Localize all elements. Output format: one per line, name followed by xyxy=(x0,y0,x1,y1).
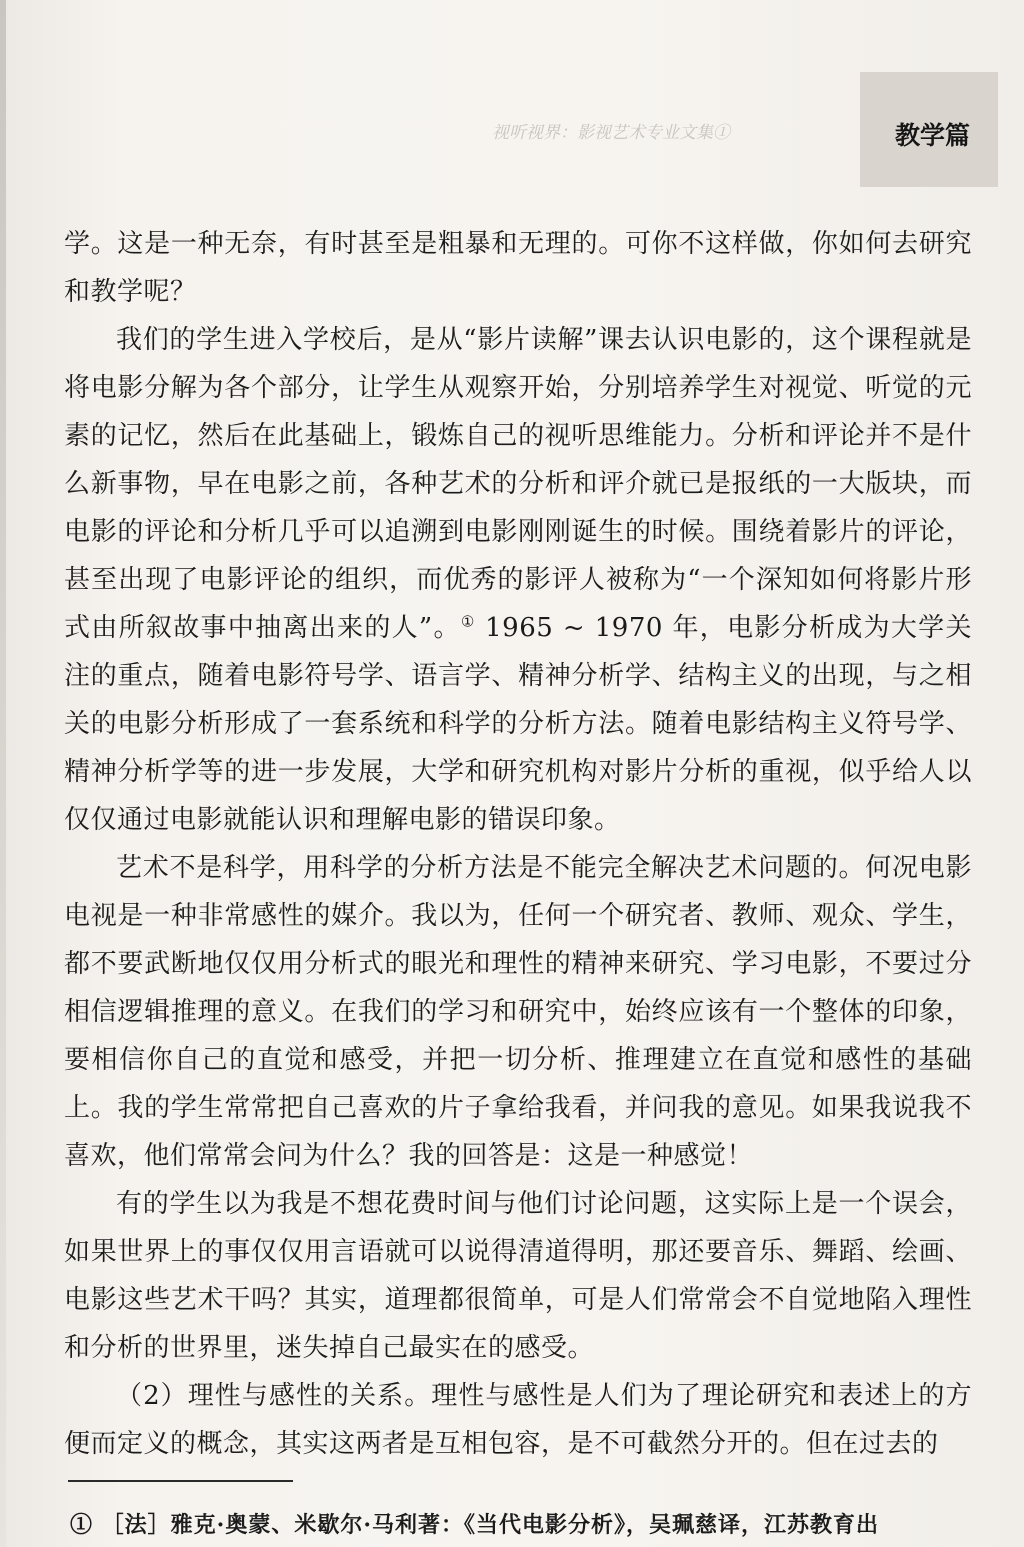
section-label: 教学篇 xyxy=(895,121,971,150)
page-header xyxy=(470,112,970,152)
paragraph-3: 艺术不是科学，用科学的分析方法是不能完全解决艺术问题的。何况电影电视是一种非常感性的媒介。我以为，任何一个研究者、教师、观众、学生，都不要武断地仅仅用分析式的眼光和理性的精神来研究、学习电影，不要过分相信逻辑推理的意义。在我们的学习和研究中，始终应该有一个整体的印象，要相信你自己的直觉和感受，并把一切分析、推理建立在直觉和感性的基础上。我的学生常常把自己喜欢的片子拿给我看，并问我的意见。如果我说我不喜欢，他们常常会问为什么？我的回答是：这是一种感觉！ xyxy=(64,853,972,1171)
paragraph-5: （2）理性与感性的关系。理性与感性是人们为了理论研究和表述上的方便而定义的概念，其实这两者是互相包容，是不可截然分开的。但在过去的 xyxy=(64,1381,972,1459)
footnote: ① ［法］雅克·奥蒙、米歇尔·马利著：《当代电影分析》，吴珮慈译，江苏教育出 xyxy=(70,1512,879,1538)
paragraph-2-text-a: 我们的学生进入学校后，是从“影片读解”课去认识电影的，这个课程就是将电影分解为各个部分，让学生从观察开始，分别培养学生对视觉、听觉的元素的记忆，然后在此基础上，锻炼自己的视听思维能力。分析和评论并不是什么新事物，早在电影之前，各种艺术的分析和评介就已是报纸的一大版块，而电影的评论和分析几乎可以追溯到电影刚刚诞生的时候。围绕着影片的评论，甚至出现了电影评论的组织，而优秀的影评人被称为“一个深知如何将影片形式由所叙故事中抽离出来的人”。 xyxy=(64,325,972,643)
paragraph-2-text-b: 1965 ~ 1970 年，电影分析成为大学关注的重点，随着电影符号学、语言学、精神分析学、结构主义的出现，与之相关的电影分析形成了一套系统和科学的分析方法。随着电影结构主义符号学、精神分析学等的进一步发展，大学和研究机构对影片分析的重视，似乎给人以仅仅通过电影就能认识和理解电影的错误印象。 xyxy=(64,613,972,835)
paragraph-1: 学。这是一种无奈，有时甚至是粗暴和无理的。可你不这样做，你如何去研究和教学呢？ xyxy=(64,229,972,307)
scan-edge-shadow xyxy=(0,0,6,1547)
body-text xyxy=(64,220,972,1468)
footnote-divider xyxy=(68,1480,293,1482)
paragraph-4: 有的学生以为我是不想花费时间与他们讨论问题，这实际上是一个误会，如果世界上的事仅仅用言语就可以说得清道得明，那还要音乐、舞蹈、绘画、电影这些艺术干吗？其实，道理都很简单，可是人们常常会不自觉地陷入理性和分析的世界里，迷失掉自己最实在的感受。 xyxy=(64,1189,972,1363)
paragraph-2 xyxy=(64,316,972,844)
footnote-marker: ① xyxy=(460,612,476,631)
running-title: 视听视界：影视艺术专业文集① xyxy=(492,123,730,143)
